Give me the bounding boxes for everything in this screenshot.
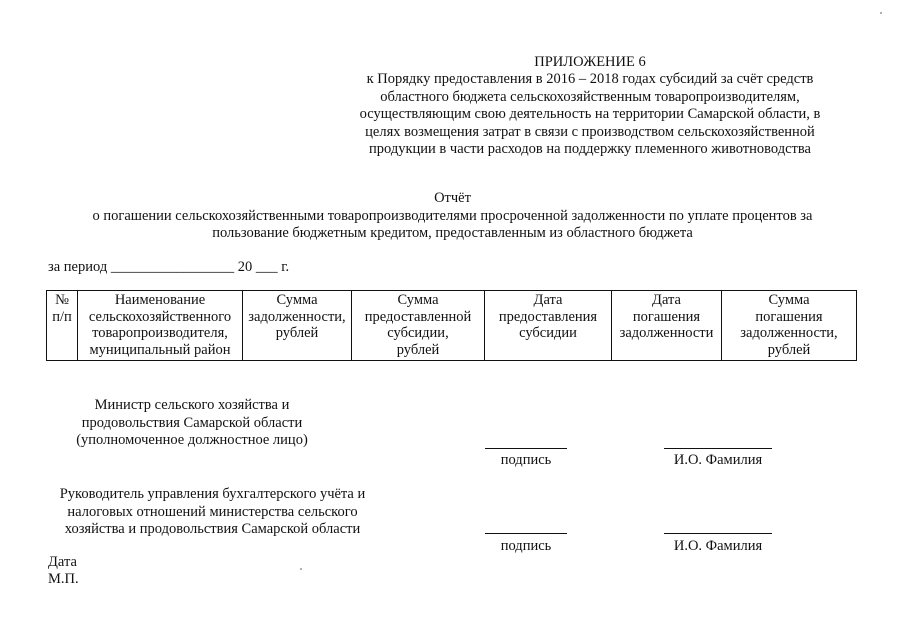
header-line: № (55, 292, 69, 308)
minister-title-line: (уполномоченное должностное лицо) (76, 432, 308, 448)
header-line: Наименование (114, 292, 206, 308)
header-line: предоставления (498, 308, 598, 325)
minister-name-caption: И.О. Фамилия (673, 452, 763, 468)
minister-title-line: Министр сельского хозяйства и (94, 397, 290, 413)
column-header-repayment-date (612, 291, 722, 361)
footer-block (48, 554, 79, 588)
header-line: Сумма (276, 292, 318, 308)
header-line: сельскохозяйственного (88, 308, 232, 325)
appendix-line: к Порядку предоставления в 2016 – 2018 годах субсидий за счёт средств (366, 71, 814, 88)
header-line: погашения (755, 308, 823, 325)
appendix-line: продукции в части расходов на поддержку племенного животноводства (369, 141, 811, 158)
column-header-subsidy-date (485, 291, 612, 361)
minister-signature-line (485, 448, 567, 449)
column-header-debt-amount (243, 291, 352, 361)
table-header-row (47, 291, 857, 361)
header-line: субсидии (519, 325, 577, 341)
header-line: п/п (52, 308, 72, 325)
appendix-line: целях возмещения затрат в связи с производством сельскохозяйственной (365, 123, 815, 140)
appendix-line: областного бюджета сельскохозяйственным товаропроизводителям, (380, 88, 800, 105)
header-line: задолженности, (248, 308, 346, 325)
head-title-line: хозяйства и продовольствия Самарской области (64, 521, 361, 537)
report-table (46, 290, 857, 361)
head-title-line: Руководитель управления бухгалтерского учёта и (59, 486, 366, 502)
head-name-caption: И.О. Фамилия (673, 538, 763, 554)
column-header-subsidy-amount (352, 291, 485, 361)
minister-title-line: продовольствия Самарской области (81, 414, 303, 431)
head-signature-block (40, 486, 385, 539)
column-header-number (47, 291, 78, 361)
report-title-line: пользование бюджетным кредитом, предоставленным из областного бюджета (212, 225, 693, 241)
header-line: Сумма (397, 292, 439, 308)
minister-name-line (664, 448, 772, 449)
head-signature-caption: подпись (500, 538, 552, 554)
header-line: Сумма (768, 292, 810, 308)
date-label: Дата (48, 554, 77, 570)
header-line: рублей (396, 341, 440, 358)
appendix-line: ПРИЛОЖЕНИЕ 6 (534, 54, 646, 70)
head-name-line (664, 533, 772, 534)
scan-speck (300, 568, 302, 570)
report-title-line: о погашении сельскохозяйственными товаропроизводителями просроченной задолженности по уплате процентов за (92, 207, 813, 224)
period-line: за период _________________ 20 ___ г. (48, 259, 290, 275)
minister-signature-caption: подпись (500, 452, 552, 468)
column-header-producer (78, 291, 243, 361)
appendix-line: осуществляющим свою деятельность на территории Самарской области, в (359, 106, 821, 123)
header-line: Дата (533, 292, 563, 308)
header-line: задолженности, (740, 325, 838, 341)
header-line: рублей (767, 341, 811, 358)
report-title-line: Отчёт (434, 190, 471, 206)
minister-signature-block (42, 397, 342, 450)
head-title-line: налоговых отношений министерства сельского (67, 503, 358, 520)
stamp-label: М.П. (48, 571, 79, 587)
appendix-header (330, 54, 850, 158)
header-line: субсидии, (387, 325, 449, 341)
header-line: товаропроизводителя, (92, 325, 228, 341)
report-title (40, 190, 865, 243)
head-signature-line (485, 533, 567, 534)
header-line: Дата (652, 292, 681, 308)
header-line: предоставленной (364, 308, 472, 325)
header-line: задолженности (619, 325, 714, 341)
header-line: рублей (275, 325, 319, 341)
header-line: муниципальный район (89, 341, 231, 358)
header-line: погашения (632, 308, 701, 325)
column-header-repayment-amount (722, 291, 857, 361)
scan-speck (880, 12, 882, 14)
